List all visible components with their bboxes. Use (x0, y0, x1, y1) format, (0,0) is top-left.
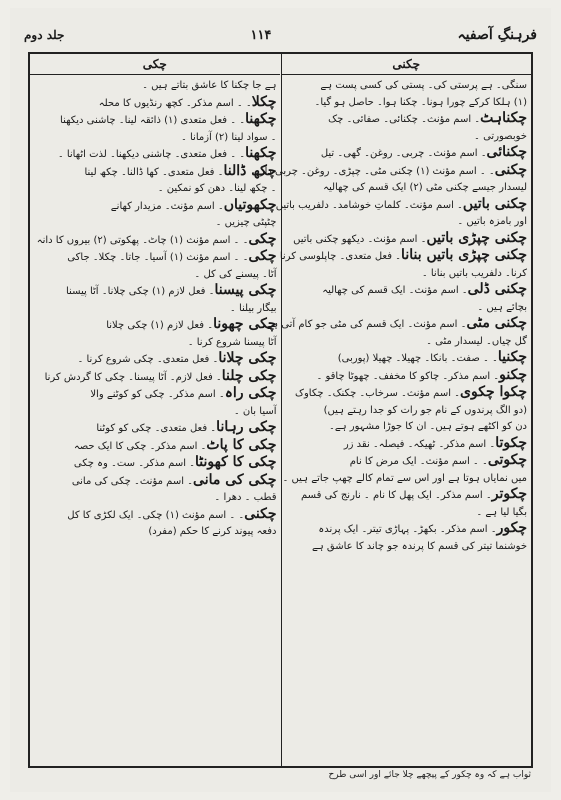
entry-definition: ۔ ۔ اسم مؤنث (۱) چکی۔ ایک لکڑی کا کل (67, 509, 245, 521)
entry-headword: چکناہٹ (480, 110, 527, 126)
entry-definition: خوبصورتی ۔ (474, 130, 527, 142)
entry-headword: چکھ ڈالنا (223, 162, 277, 179)
entry-definition: قطب ۔ دھرا ۔ (214, 492, 277, 503)
dictionary-entry (285, 145, 528, 162)
entry-headword: چکی چھونا (213, 316, 277, 332)
dictionary-entry (285, 521, 528, 538)
entry-definition: میں نمایاں ہوتا ہے اور اس سے تمام کالے چھپ جاتے ہیں ۔ (282, 472, 527, 484)
entry-definition: چٹپٹی چیزیں ۔ (215, 217, 277, 228)
entry-definition: ۔ فعل متعدی۔ کھا ڈالنا۔ چکھ لینا (84, 166, 224, 178)
page-header (24, 22, 537, 48)
dictionary-entry (275, 195, 528, 214)
entry-headword: چکی کا پاٹ (206, 436, 277, 453)
entry-definition: ۔ اسم مؤنث۔ کلماتِ خوشامد۔ دلفریب باتیں (275, 199, 463, 211)
entry-definition: سنگی۔ ہے پرستی کی۔ پستی کی کسی پست ہے (320, 80, 527, 91)
dictionary-entry (266, 315, 528, 333)
entry-headword: چکی چلنا (221, 367, 277, 384)
dictionary-entry (34, 146, 277, 163)
page-number: ۱۱۴ (250, 27, 272, 43)
dictionary-entry (285, 385, 528, 402)
dictionary-entry (34, 317, 277, 334)
dictionary-entry (34, 164, 277, 181)
dictionary-entry (34, 283, 277, 300)
dictionary-entry (34, 181, 277, 197)
right-column-heading: چکنی (282, 54, 532, 75)
entry-definition: ۔ اسم مؤنث۔ چکنائی۔ صفائی۔ چک (328, 114, 481, 125)
entry-definition: بیگار بیلنا ۔ (229, 302, 277, 314)
entry-headword: چکنی مٹی (466, 315, 527, 331)
dictionary-entry (285, 78, 528, 94)
dictionary-entry (285, 111, 528, 128)
dictionary-entry (285, 300, 528, 316)
dictionary-entry (34, 198, 277, 215)
entry-headword: چکی رہانا (216, 419, 277, 435)
entry-headword: چکی راہ (224, 385, 277, 401)
entry-definition: ۔ اسم مذکر۔ چکی کا ایک حصہ (73, 440, 207, 452)
entry-definition: ۔ اسم مذکر۔ چاکو کا مخفف۔ چھوٹا چاقو ۔ (316, 370, 500, 382)
dictionary-entry (34, 438, 277, 455)
entry-definition: کرنا۔ دلفریب باتیں بنانا ۔ (421, 267, 527, 279)
dictionary-entry (285, 505, 528, 521)
entry-definition: ہے جا چکنا کا عاشق بتاتے ہیں ۔ (142, 80, 277, 91)
dictionary-entry (34, 78, 277, 94)
entry-definition: ۔ ۔ فعل متعدی (۱) ذائقہ لینا۔ چاشنی دیکھنا (60, 115, 246, 126)
entry-definition: ۔ اسم مؤنث۔ ایک قسم کی مٹی جو کام آتی ہے (266, 319, 467, 330)
entry-definition: ۔ ۔ اسم مؤنث (۱) چاٹ۔ پھکوتی (۲) بیروں کا دانہ (36, 234, 249, 246)
entry-headword: چکوتی (487, 452, 527, 468)
entry-definition: ۔ ۔ اسم مذکر۔ کچھ رنڈیوں کا محلہ (98, 97, 252, 109)
dictionary-entry (285, 419, 528, 435)
left-column-heading: چکی (30, 54, 280, 75)
dictionary-entry (34, 507, 277, 524)
entry-definition: ۔ فعل لازم۔ آٹا پیسنا۔ چکی کا گردش کرنا (44, 371, 222, 383)
dictionary-entry (285, 129, 528, 145)
dictionary-entry (285, 368, 528, 385)
entry-headword: چکنو (499, 366, 527, 383)
dictionary-entry (34, 112, 277, 129)
entry-headword: چکور (496, 520, 527, 536)
entry-definition: ۔ اسم مؤنث۔ دیکھو چکنی باتیں (293, 233, 427, 245)
left-column (34, 78, 277, 762)
entry-headword: چکی (248, 230, 277, 247)
entry-headword: چکی کی مانی (193, 471, 277, 488)
entry-definition: ۔ اسم مؤنث۔ مزیدار کھانے (110, 200, 224, 212)
entry-definition: دن کو اکٹھے ہوتے ہیں۔ ان کا جوڑا مشہور ہے۔ (329, 421, 527, 432)
entry-headword: چکوا چکوی (460, 384, 527, 400)
dictionary-entry (285, 95, 528, 111)
dictionary-entry (285, 453, 528, 470)
dictionary-entry (34, 267, 277, 283)
entry-definition: ۔ اسم مؤنث۔ ایک قسم کی چھالیہ (322, 285, 468, 296)
entry-definition: بگیا لیا ہے ۔ (476, 506, 527, 518)
dictionary-entry (34, 490, 277, 506)
entry-headword: چکنیا (497, 349, 527, 365)
dictionary-entry (34, 232, 277, 249)
entry-definition: ۔ ۔ فعل متعدی۔ چاشنی دیکھنا۔ لذت اٹھانا ۔ (57, 149, 246, 160)
entry-headword: چکنی چپڑی باتیں بنانا (401, 247, 527, 263)
entry-headword: چکنائی (486, 144, 527, 160)
dictionary-entry (285, 334, 528, 350)
dictionary-entry (285, 487, 528, 504)
entry-definition: ۔ اسم مذکر۔ چکی کو کوٹنے والا (90, 389, 225, 400)
entry-definition: ۔ فعل متعدی۔ چاپلوسی کرنا (279, 251, 402, 262)
entry-definition: ۔ چکھ لینا۔ دھن کو نمکین ۔ (157, 183, 277, 194)
entry-headword: چکھوتیاں (223, 196, 277, 213)
entry-definition: ۔ سواد لینا (۲) آزمانا ۔ (180, 131, 277, 143)
entry-definition: ۔ ۔ اسم مؤنث۔ ایک مرض کا نام (349, 456, 488, 467)
entry-definition: آسیا بان ۔ (233, 405, 277, 417)
entry-headword: چکلا (251, 93, 277, 110)
dictionary-entry (34, 301, 277, 317)
dictionary-entry (34, 335, 277, 351)
entry-definition: (۱) ہلکا کرکے چورا ہونا۔ چکنا ہوا۔ حاصل ہو گیا۔ (314, 96, 527, 108)
entry-definition: آٹا۔ پیسنے کی کل ۔ (194, 268, 277, 280)
dictionary-entry (285, 350, 528, 367)
entry-definition: ۔ فعل متعدی۔ چکی شروع کرنا ۔ (77, 354, 219, 365)
entry-definition: خوشنما تیتر کی قسم کا پرندہ جو چاند کا عاشق ہے (311, 540, 527, 552)
column-divider (281, 54, 283, 766)
entry-definition: بچائے ہیں ۔ (477, 301, 527, 313)
entry-headword: چکھنا (245, 111, 277, 127)
entry-definition: ۔ ۔ صفت۔ بانکا۔ چھیلا۔ چھیلا (پوربی) (337, 353, 498, 364)
dictionary-entry (34, 455, 277, 472)
entry-definition: آٹا پیسنا شروع کرنا ۔ (187, 336, 277, 348)
dictionary-entry (34, 95, 277, 112)
entry-definition: دفعہ پیوند کرنے کا حکم (مفرد) (148, 526, 277, 537)
book-title: فرہنگِ آصفیہ (457, 27, 537, 43)
entry-definition: اور بامزہ باتیں ۔ (457, 216, 527, 227)
dictionary-entry (285, 403, 528, 419)
entry-headword: چکنی باتیں (462, 195, 527, 212)
page (10, 8, 551, 792)
entry-definition: ۔ ۔ اسم مؤنث (۱) چکنی مٹی۔ چپڑی۔ روغن۔ چربی دار (259, 165, 495, 177)
entry-definition: لیسدار جیسے چکنی مٹی (۲) ایک قسم کی چھالیہ (323, 182, 527, 193)
entry-definition: ۔ اسم مؤنث۔ سرخاب۔ چکنک۔ چکاوک (295, 388, 461, 399)
entry-definition: ۔ اسم مؤنث۔ چکی کی مانی (71, 475, 194, 487)
dictionary-entry (282, 471, 528, 487)
dictionary-entry (34, 420, 277, 437)
entry-definition: ۔ اسم مذکر۔ ایک پھل کا نام ۔ نارنج کی قسم (301, 490, 492, 501)
entry-headword: چکوتا (495, 434, 527, 451)
entry-headword: چکھنا (245, 145, 277, 161)
dictionary-entry (285, 436, 528, 453)
dictionary-entry (285, 266, 528, 282)
dictionary-entry (285, 231, 528, 248)
entry-definition: ۔ اسم مذکر۔ ست۔ وہ چکی (73, 458, 196, 469)
dictionary-entry (285, 214, 528, 230)
page-footer: ثواب ہے کہ وہ چکور کے پیچھے چلا جائے اور اسی طرح (328, 770, 531, 780)
entry-headword: چکنی چپڑی باتیں (426, 229, 527, 246)
entry-headword: چکنی (494, 161, 527, 178)
dictionary-entry (285, 180, 528, 196)
entry-definition: ۔ فعل لازم (۱) چکی چلانا۔ آٹا پیسنا (66, 286, 215, 297)
dictionary-entry (34, 369, 277, 386)
dictionary-entry (34, 524, 277, 540)
entry-headword: چکی کا کھونٹا (195, 454, 277, 470)
dictionary-entry (34, 386, 277, 403)
dictionary-entry (259, 161, 528, 180)
dictionary-entry (34, 249, 277, 266)
entry-definition: ۔ اسم مؤنث۔ چربی۔ روغن۔ گھی۔ تیل (320, 148, 487, 159)
entry-headword: چکنی (244, 505, 277, 522)
entry-headword: چکی پیسنا (214, 282, 277, 298)
entry-headword: چکی (248, 248, 277, 264)
dictionary-entry (34, 404, 277, 420)
entry-headword: چکی چلانا (218, 350, 277, 366)
dictionary-entry (34, 351, 277, 368)
entry-headword: چکنی ڈلی (467, 281, 527, 297)
dictionary-entry (34, 215, 277, 231)
dictionary-entry (285, 539, 528, 555)
entry-definition: ۔ اسم مذکر۔ بکھڑ۔ پہاڑی تیتر۔ ایک پرندہ (318, 524, 497, 535)
dictionary-entry (34, 130, 277, 146)
dictionary-entry (34, 473, 277, 490)
entry-definition: گل چیاں۔ لیسدار مٹی ۔ (426, 335, 527, 347)
dictionary-entry (279, 247, 528, 265)
dictionary-entry (285, 282, 528, 299)
entry-definition: ۔ ۔ اسم مؤنث (۱) آسیا۔ جاتا۔ چکلا۔ جاکی (67, 252, 249, 263)
entry-definition: ۔ اسم مذکر۔ ٹھیکہ۔ فیصلہ۔ نقد زر (343, 438, 496, 450)
entry-definition: ۔ فعل متعدی۔ چکی کو کوٹنا (96, 423, 217, 434)
entry-headword: چکوتر (491, 486, 527, 502)
entry-definition: (دو الگ پرندوں کے نام جو رات کو جدا رہتے ہیں) (323, 404, 527, 416)
entry-definition: ۔ فعل لازم (۱) چکی چلانا (106, 320, 214, 331)
volume-label: جلد دوم (24, 28, 65, 42)
content-frame (28, 52, 533, 768)
